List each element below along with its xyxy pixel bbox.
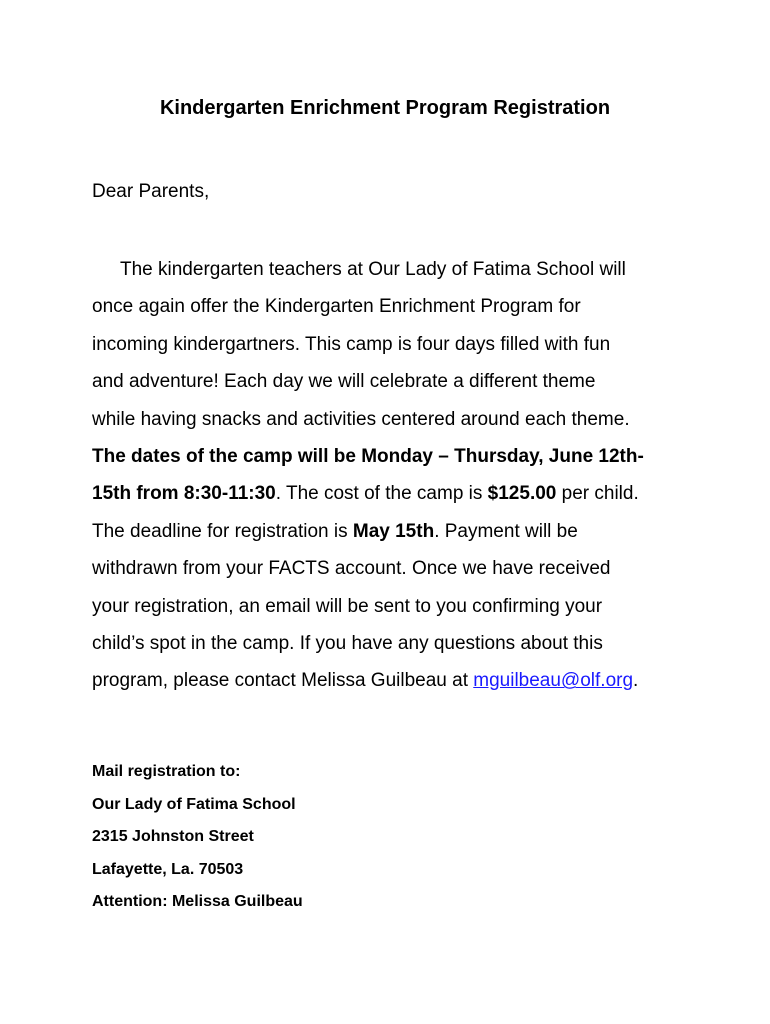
body-line-8	[92, 513, 692, 550]
body-line-9: withdrawn from your FACTS account. Once we have received	[92, 558, 611, 580]
contact-intro: program, please contact Melissa Guilbeau at	[92, 670, 474, 692]
camp-dates: The dates of the camp will be Monday – Thursday, June 12th-	[92, 446, 644, 468]
payment-note: . Payment will be	[434, 520, 578, 542]
body-line-7	[92, 475, 692, 512]
body-line-2: once again offer the Kindergarten Enrichment Program for	[92, 296, 581, 318]
mailing-address	[92, 756, 303, 919]
body-line-1	[92, 251, 692, 288]
cost-intro: . The cost of the camp is	[275, 483, 488, 505]
page-title: Kindergarten Enrichment Program Registration	[159, 97, 611, 119]
body-line-10: your registration, an email will be sent to you confirming your	[92, 595, 603, 617]
camp-cost: $125.00	[487, 483, 557, 505]
body-text-1: The kindergarten teachers at Our Lady of Fatima School will	[120, 259, 626, 280]
camp-times: 15th from 8:30-11:30	[92, 483, 276, 505]
body-line-3: incoming kindergartners. This camp is four days filled with fun	[92, 333, 611, 355]
body-line-5: while having snacks and activities centered around each theme.	[92, 408, 630, 430]
contact-email-link[interactable]: mguilbeau@olf.org	[473, 670, 634, 692]
address-city: Lafayette, La. 70503	[92, 860, 244, 878]
body-line-12	[92, 662, 692, 699]
body-line-11: child’s spot in the camp. If you have any questions about this	[92, 633, 603, 655]
deadline-intro: The deadline for registration is	[92, 520, 353, 542]
address-heading: Mail registration to:	[92, 763, 241, 780]
cost-suffix: per child.	[556, 483, 639, 505]
letter-body	[92, 251, 692, 700]
salutation: Dear Parents,	[92, 181, 210, 202]
contact-end: .	[633, 670, 639, 692]
address-attention: Attention: Melissa Guilbeau	[92, 893, 303, 910]
body-line-4: and adventure! Each day we will celebrate a different theme	[92, 371, 596, 393]
address-street: 2315 Johnston Street	[92, 828, 254, 845]
address-school: Our Lady of Fatima School	[92, 795, 296, 813]
registration-deadline: May 15th	[352, 520, 435, 542]
